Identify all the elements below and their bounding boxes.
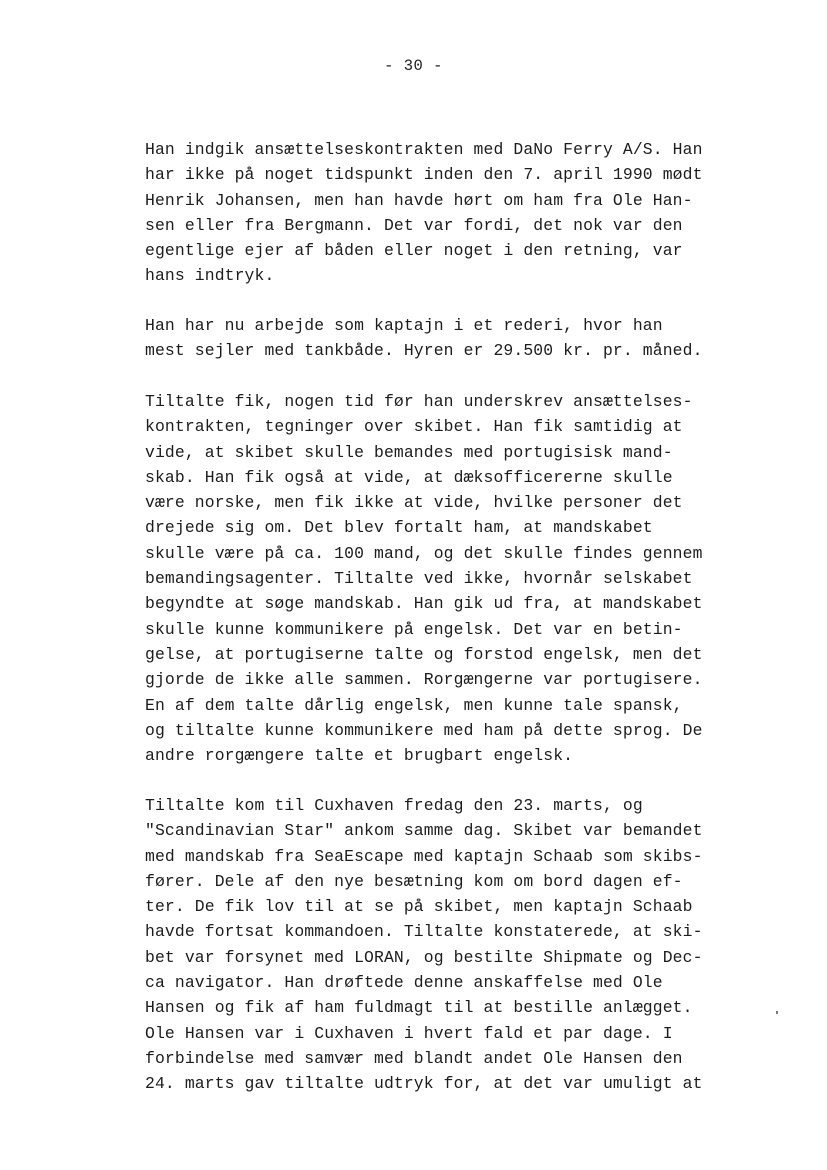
text-line: skulle være på ca. 100 mand, og det skulle findes gennem — [145, 543, 703, 563]
text-line: fører. Dele af den nye besætning kom om bord dagen ef- — [145, 871, 683, 891]
text-line: skulle kunne kommunikere på engelsk. Det var en betin- — [145, 619, 683, 639]
text-line: Han har nu arbejde som kaptajn i et rederi, hvor han — [145, 316, 663, 335]
text-line: ter. De fik lov til at se på skibet, men kaptajn Schaab — [145, 897, 693, 917]
text-line: hans indtryk. — [145, 266, 275, 286]
text-line: kontrakten, tegninger over skibet. Han fik samtidig at — [145, 417, 683, 437]
text-line: En af dem talte dårlig engelsk, men kunne tale spansk, — [145, 695, 683, 715]
paragraph-crew-details — [145, 389, 785, 768]
text-line: begyndte at søge mandskab. Han gik ud fra, at mandskabet — [145, 594, 703, 614]
text-line: være norske, men fik ikke at vide, hvilke personer det — [145, 493, 683, 513]
text-line: drejede sig om. Det blev fortalt ham, at mandskabet — [145, 518, 653, 538]
text-line: gelse, at portugiserne talte og forstod engelsk, men det — [145, 644, 703, 664]
text-line: andre rorgængere talte et brugbart engelsk. — [145, 746, 574, 766]
text-line: Hansen og fik af ham fuldmagt til at bestille anlægget. — [145, 998, 693, 1018]
text-line: Tiltalte kom til Cuxhaven fredag den 23. marts, og — [145, 796, 643, 815]
text-line: "Scandinavian Star" ankom samme dag. Skibet var bemandet — [145, 821, 703, 841]
text-line: Ole Hansen var i Cuxhaven i hvert fald et par dage. I — [145, 1023, 673, 1043]
text-line: har ikke på noget tidspunkt inden den 7. april 1990 mødt — [145, 165, 703, 185]
text-line: skab. Han fik også at vide, at dæksofficererne skulle — [145, 467, 673, 487]
text-line: gjorde de ikke alle sammen. Rorgængerne var portugisere. — [145, 670, 703, 690]
scan-speck — [776, 1011, 778, 1014]
page-number: - 30 - — [384, 57, 443, 75]
text-line: Han indgik ansættelseskontrakten med DaNo Ferry A/S. Han — [145, 140, 703, 159]
text-line: mest sejler med tankbåde. Hyren er 29.500 kr. pr. måned. — [145, 341, 703, 361]
text-line: vide, at skibet skulle bemandes med portugisisk mand- — [145, 442, 673, 462]
text-line: egentlige ejer af båden eller noget i den retning, var — [145, 241, 683, 261]
text-line: bemandingsagenter. Tiltalte ved ikke, hvornår selskabet — [145, 569, 693, 589]
text-line: og tiltalte kunne kommunikere med ham på dette sprog. De — [145, 720, 703, 740]
paragraph-employment-contract — [145, 137, 785, 289]
text-line: ca navigator. Han drøftede denne anskaffelse med Ole — [145, 973, 663, 993]
text-line: med mandskab fra SeaEscape med kaptajn Schaab som skibs- — [145, 846, 703, 866]
text-line: Henrik Johansen, men han havde hørt om ham fra Ole Han- — [145, 190, 693, 210]
paragraph-current-work — [145, 313, 785, 364]
text-line: 24. marts gav tiltalte udtryk for, at det var umuligt at — [145, 1074, 703, 1094]
text-line: Tiltalte fik, nogen tid før han underskrev ansættelses- — [145, 392, 693, 411]
paragraph-cuxhaven-arrival — [145, 793, 785, 1097]
text-line: havde fortsat kommandoen. Tiltalte konstaterede, at ski- — [145, 922, 703, 942]
text-line: forbindelse med samvær med blandt andet Ole Hansen den — [145, 1048, 683, 1068]
text-line: sen eller fra Bergmann. Det var fordi, det nok var den — [145, 215, 683, 235]
text-line: bet var forsynet med LORAN, og bestilte Shipmate og Dec- — [145, 947, 703, 967]
